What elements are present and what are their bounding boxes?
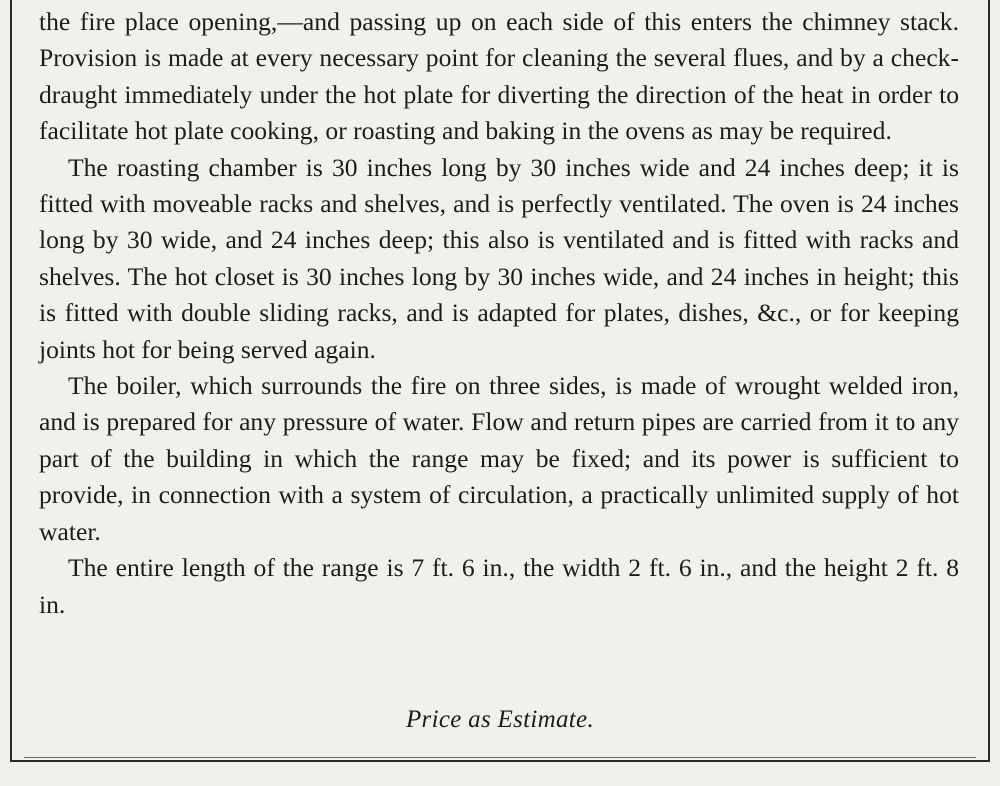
left-border-rule: [10, 0, 12, 762]
price-note: Price as Estimate.: [405, 706, 594, 733]
paragraph-flue-description: the fire place opening,—and passing up on each side of this enters the chimney stack. Provision is made at every necessary point for cleaning the several flues, and by a check-draught immediately under the hot plate for diverting the direction of the heat in order to facilitate hot plate cooking, or roasting and baking in the ovens as may be required.: [39, 7, 959, 146]
paragraph-boiler: The boiler, which surrounds the fire on three sides, is made of wrought welded iron, and is prepared for any pressure of water. Flow and return pipes are carried from it to any part of the building in which the range may be fixed; and its power is sufficient to provide, in connection with a system of circulation, a practically unlimited supply of hot water.: [39, 371, 959, 546]
paragraph-roasting-chamber: The roasting chamber is 30 inches long by 30 inches wide and 24 inches deep; it is fitted with moveable racks and shelves, and is perfectly ventilated. The oven is 24 inches long by 30 wide, and 24 inches deep; this also is ventilated and is fitted with racks and shelves. The hot closet is 30 inches long by 30 inches wide, and 24 inches in height; this is fitted with double sliding racks, and is adapted for plates, dishes, &c., or for keeping joints hot for being served again.: [39, 152, 959, 364]
right-border-rule: [988, 0, 990, 762]
bottom-thin-rule: [24, 757, 976, 758]
paragraph-range-dimensions: The entire length of the range is 7 ft. 6 in., the width 2 ft. 6 in., and the height 2 ft. 8 in.: [39, 553, 959, 619]
bottom-border-rule: [10, 760, 990, 762]
body-text: [39, 4, 959, 623]
